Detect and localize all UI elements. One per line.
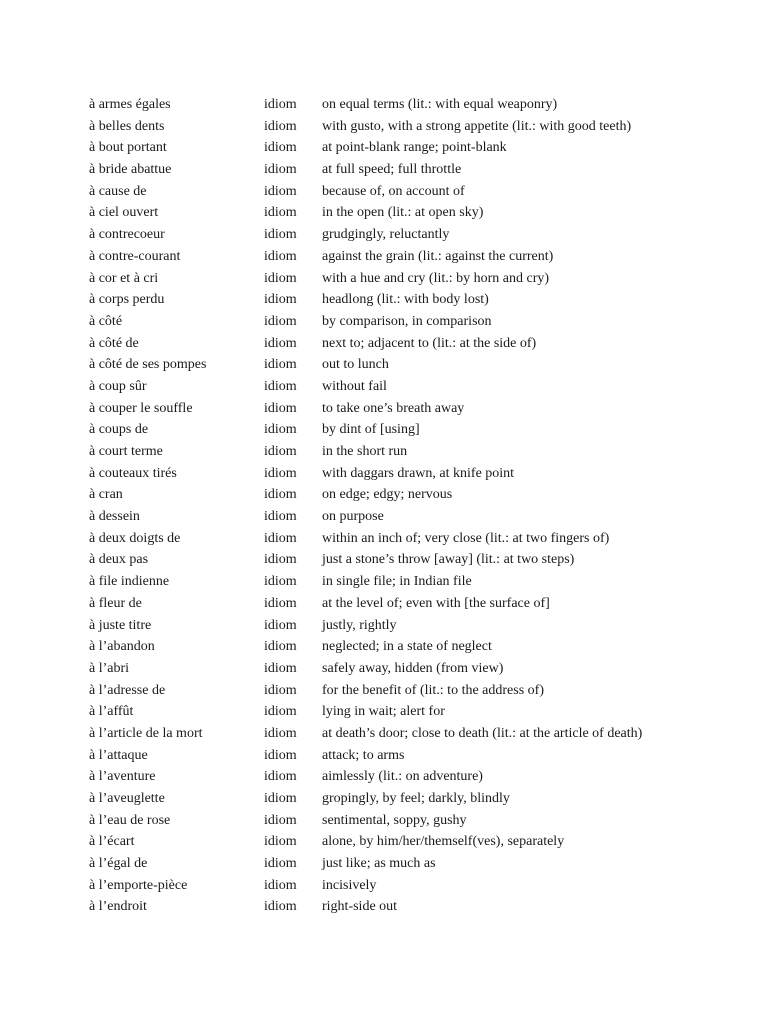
- entry-row: [89, 94, 689, 116]
- entry-definition: right-side out: [322, 899, 398, 915]
- entry-term: à côté: [89, 313, 123, 329]
- entry-row: [89, 181, 689, 203]
- entry-term: à côté de: [89, 335, 139, 351]
- entry-row: [89, 376, 689, 398]
- entry-part-of-speech: idiom: [264, 118, 297, 134]
- entry-term: à juste titre: [89, 617, 152, 633]
- entry-term: à file indienne: [89, 574, 170, 590]
- entry-definition: neglected; in a state of neglect: [322, 639, 492, 655]
- entry-definition: with daggars drawn, at knife point: [322, 465, 515, 481]
- entry-part-of-speech: idiom: [264, 162, 297, 178]
- entry-part-of-speech: idiom: [264, 812, 297, 828]
- entry-row: [89, 875, 689, 897]
- entry-term: à côté de ses pompes: [89, 357, 207, 373]
- entry-term: à l’eau de rose: [89, 812, 171, 828]
- entry-part-of-speech: idiom: [264, 313, 297, 329]
- entry-term: à l’attaque: [89, 747, 148, 763]
- entry-term: à deux doigts de: [89, 530, 181, 546]
- entry-row: [89, 116, 689, 138]
- entry-definition: at point-blank range; point-blank: [322, 140, 507, 156]
- entry-term: à l’endroit: [89, 899, 147, 915]
- entry-term: à armes égales: [89, 97, 171, 112]
- entry-row: [89, 528, 689, 550]
- entry-definition: alone, by him/her/themself(ves), separately: [322, 834, 565, 850]
- entry-term: à couteaux tirés: [89, 465, 177, 481]
- entry-part-of-speech: idiom: [264, 465, 297, 481]
- entry-part-of-speech: idiom: [264, 270, 297, 286]
- entry-definition: sentimental, soppy, gushy: [322, 812, 467, 828]
- entry-term: à l’aveuglette: [89, 791, 165, 806]
- entry-term: à bride abattue: [89, 162, 172, 178]
- entry-definition: justly, rightly: [322, 617, 397, 633]
- entry-definition: to take one’s breath away: [322, 400, 465, 416]
- entry-definition: grudgingly, reluctantly: [322, 227, 450, 243]
- entry-definition: in the open (lit.: at open sky): [322, 205, 484, 221]
- entry-term: à fleur de: [89, 595, 142, 611]
- entry-row: [89, 680, 689, 702]
- entry-part-of-speech: idiom: [264, 487, 297, 503]
- entry-row: [89, 831, 689, 853]
- entry-row: [89, 636, 689, 658]
- entry-row: [89, 333, 689, 355]
- entry-part-of-speech: idiom: [264, 660, 297, 676]
- entry-definition: incisively: [322, 877, 377, 893]
- entry-definition: for the benefit of (lit.: to the address of): [322, 682, 544, 698]
- entry-part-of-speech: idiom: [264, 530, 297, 546]
- entry-definition: on purpose: [322, 509, 384, 525]
- entry-term: à cor et à cri: [89, 270, 159, 286]
- entry-term: à cran: [89, 487, 123, 503]
- entry-term: à l’abri: [89, 660, 130, 676]
- entry-term: à ciel ouvert: [89, 205, 159, 221]
- idiom-list: [89, 94, 689, 918]
- entry-part-of-speech: idiom: [264, 227, 297, 243]
- entry-row: [89, 810, 689, 832]
- entry-part-of-speech: idiom: [264, 595, 297, 611]
- entry-term: à bout portant: [89, 140, 167, 156]
- entry-part-of-speech: idiom: [264, 292, 297, 308]
- entry-definition: by comparison, in comparison: [322, 313, 492, 329]
- entry-definition: aimlessly (lit.: on adventure): [322, 769, 483, 785]
- entry-row: [89, 484, 689, 506]
- entry-definition: without fail: [322, 378, 387, 394]
- entry-definition: lying in wait; alert for: [322, 704, 445, 720]
- entry-part-of-speech: idiom: [264, 552, 297, 568]
- entry-row: [89, 311, 689, 333]
- entry-term: à dessein: [89, 509, 140, 525]
- entry-term: à l’aventure: [89, 769, 156, 785]
- entry-term: à l’égal de: [89, 856, 148, 872]
- entry-term: à coup sûr: [89, 378, 147, 394]
- entry-part-of-speech: idiom: [264, 682, 297, 698]
- entry-row: [89, 853, 689, 875]
- entry-definition: at the level of; even with [the surface of]: [322, 595, 550, 611]
- entry-term: à couper le souffle: [89, 400, 193, 416]
- entry-row: [89, 441, 689, 463]
- entry-term: à corps perdu: [89, 292, 165, 308]
- entry-part-of-speech: idiom: [264, 704, 297, 720]
- entry-row: [89, 246, 689, 268]
- entry-part-of-speech: idiom: [264, 248, 297, 264]
- entry-definition: on edge; edgy; nervous: [322, 487, 453, 503]
- entry-row: [89, 549, 689, 571]
- entry-definition: headlong (lit.: with body lost): [322, 292, 489, 308]
- entry-row: [89, 159, 689, 181]
- entry-term: à l’article de la mort: [89, 725, 203, 741]
- entry-row: [89, 615, 689, 637]
- entry-definition: within an inch of; very close (lit.: at two fingers of): [322, 530, 610, 546]
- entry-definition: gropingly, by feel; darkly, blindly: [322, 791, 510, 806]
- entry-term: à l’écart: [89, 834, 135, 850]
- entry-part-of-speech: idiom: [264, 335, 297, 351]
- entry-part-of-speech: idiom: [264, 97, 297, 112]
- entry-row: [89, 896, 689, 918]
- entry-definition: next to; adjacent to (lit.: at the side of): [322, 335, 537, 351]
- entry-row: [89, 268, 689, 290]
- entry-row: [89, 701, 689, 723]
- entry-definition: with gusto, with a strong appetite (lit.: with good teeth): [322, 118, 632, 134]
- entry-part-of-speech: idiom: [264, 877, 297, 893]
- entry-definition: at death’s door; close to death (lit.: at the article of death): [322, 725, 643, 741]
- entry-row: [89, 745, 689, 767]
- entry-term: à l’affût: [89, 704, 134, 720]
- entry-definition: just like; as much as: [322, 856, 436, 872]
- entry-term: à l’abandon: [89, 639, 155, 655]
- entry-term: à belles dents: [89, 118, 165, 134]
- entry-definition: against the grain (lit.: against the current): [322, 248, 554, 264]
- entry-row: [89, 137, 689, 159]
- entry-definition: safely away, hidden (from view): [322, 660, 504, 676]
- entry-term: à l’emporte-pièce: [89, 877, 188, 893]
- entry-definition: attack; to arms: [322, 747, 405, 763]
- entry-definition: because of, on account of: [322, 183, 465, 199]
- entry-term: à contre-courant: [89, 248, 181, 264]
- entry-row: [89, 289, 689, 311]
- entry-row: [89, 202, 689, 224]
- entry-part-of-speech: idiom: [264, 444, 297, 459]
- entry-term: à deux pas: [89, 552, 149, 568]
- entry-part-of-speech: idiom: [264, 357, 297, 373]
- entry-row: [89, 571, 689, 593]
- entry-part-of-speech: idiom: [264, 856, 297, 872]
- entry-part-of-speech: idiom: [264, 140, 297, 156]
- entry-term: à coups de: [89, 422, 149, 438]
- entry-part-of-speech: idiom: [264, 834, 297, 850]
- entry-definition: in the short run: [322, 444, 408, 459]
- entry-term: à contrecoeur: [89, 227, 165, 243]
- entry-row: [89, 766, 689, 788]
- entry-row: [89, 723, 689, 745]
- entry-definition: at full speed; full throttle: [322, 162, 462, 178]
- entry-part-of-speech: idiom: [264, 747, 297, 763]
- entry-definition: on equal terms (lit.: with equal weaponry): [322, 97, 558, 112]
- entry-term: à cause de: [89, 183, 147, 199]
- entry-definition: with a hue and cry (lit.: by horn and cry): [322, 270, 550, 286]
- entry-row: [89, 506, 689, 528]
- entry-part-of-speech: idiom: [264, 617, 297, 633]
- entry-term: à court terme: [89, 444, 163, 459]
- entry-definition: just a stone’s throw [away] (lit.: at two steps): [322, 552, 575, 568]
- entry-part-of-speech: idiom: [264, 791, 297, 806]
- entry-part-of-speech: idiom: [264, 422, 297, 438]
- entry-row: [89, 224, 689, 246]
- entry-row: [89, 788, 689, 810]
- entry-part-of-speech: idiom: [264, 769, 297, 785]
- entry-row: [89, 463, 689, 485]
- entry-part-of-speech: idiom: [264, 183, 297, 199]
- entry-term: à l’adresse de: [89, 682, 166, 698]
- entry-row: [89, 398, 689, 420]
- entry-definition: out to lunch: [322, 357, 389, 373]
- entry-definition: by dint of [using]: [322, 422, 420, 438]
- entry-definition: in single file; in Indian file: [322, 574, 472, 590]
- entry-part-of-speech: idiom: [264, 400, 297, 416]
- entry-part-of-speech: idiom: [264, 378, 297, 394]
- entry-part-of-speech: idiom: [264, 725, 297, 741]
- entry-row: [89, 658, 689, 680]
- entry-row: [89, 354, 689, 376]
- entry-part-of-speech: idiom: [264, 205, 297, 221]
- entry-part-of-speech: idiom: [264, 509, 297, 525]
- entry-part-of-speech: idiom: [264, 574, 297, 590]
- entry-row: [89, 419, 689, 441]
- entry-row: [89, 593, 689, 615]
- entry-part-of-speech: idiom: [264, 899, 297, 915]
- entry-part-of-speech: idiom: [264, 639, 297, 655]
